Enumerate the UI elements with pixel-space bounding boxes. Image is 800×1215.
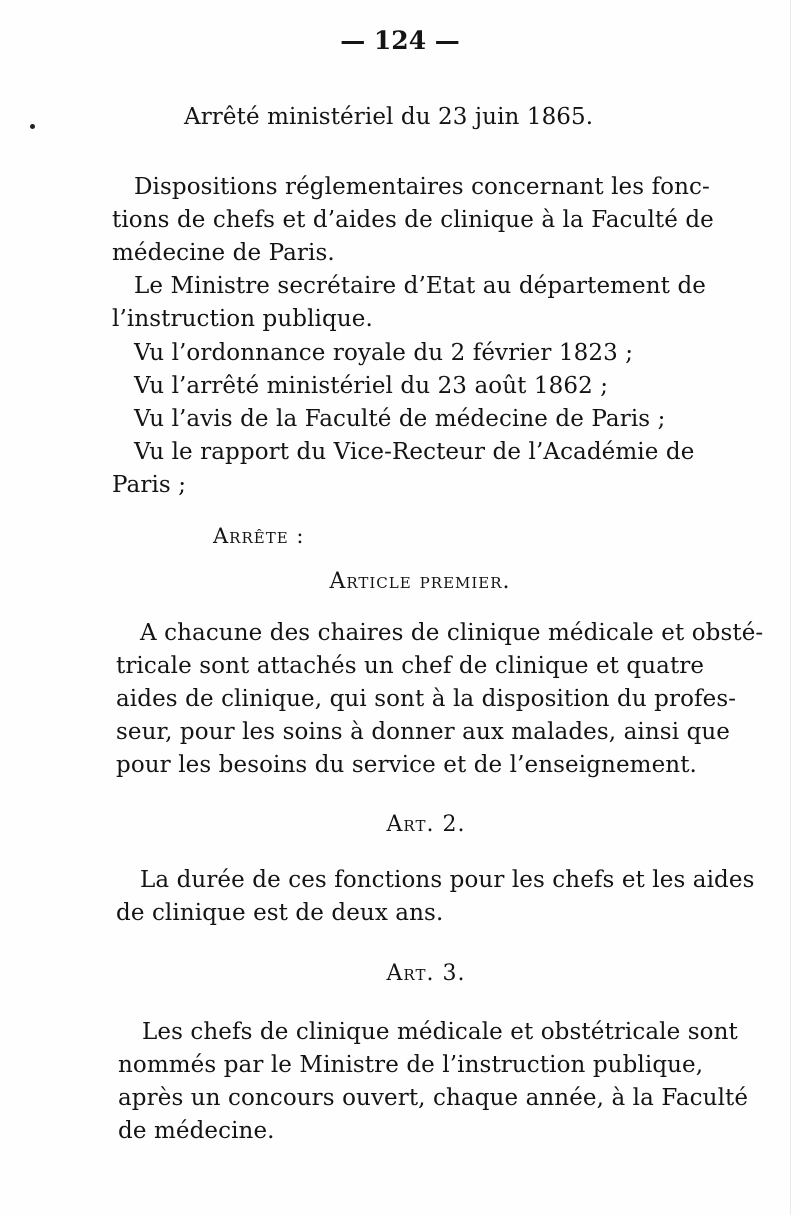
article-premier-text [116, 617, 764, 782]
text-line: Le Ministre secrétaire d’Etat au département de [134, 273, 706, 299]
decree-title: Arrêté ministériel du 23 juin 1865. [184, 104, 594, 130]
arrete-label: Arrête : [213, 524, 305, 548]
text-line: pour les besoins du service et de l’enseignement. [116, 752, 697, 778]
text-line: de clinique est de deux ans. [116, 900, 444, 926]
article-3-heading: Art. 3. [386, 961, 466, 986]
text-line: médecine de Paris. [112, 240, 335, 266]
considerations [112, 337, 742, 502]
text-line: Dispositions réglementaires concernant les fonc- [134, 174, 710, 200]
text-line: La durée de ces fonctions pour les chefs et les aides [140, 867, 755, 893]
text-line: Vu l’ordonnance royale du 2 février 1823 ; [134, 340, 634, 366]
page-number: — 124 — [340, 26, 460, 55]
text-line: de médecine. [118, 1118, 275, 1144]
text-line: aides de clinique, qui sont à la disposition du profes- [116, 686, 737, 712]
article-3-text [118, 1016, 748, 1148]
article-premier-heading: Article premier. [329, 569, 511, 594]
intro-paragraph [112, 171, 742, 336]
text-line: Paris ; [112, 472, 187, 498]
text-line: Vu le rapport du Vice-Recteur de l’Académie de [134, 439, 695, 465]
text-line: tions de chefs et d’aides de clinique à la Faculté de [112, 207, 714, 233]
text-line: nommés par le Ministre de l’instruction publique, [118, 1052, 704, 1078]
text-line: Vu l’arrêté ministériel du 23 août 1862 ; [134, 373, 609, 399]
page-edge [790, 0, 791, 1215]
margin-dot [30, 124, 35, 129]
text-line: après un concours ouvert, chaque année, à la Faculté [118, 1085, 749, 1111]
text-line: Vu l’avis de la Faculté de médecine de Paris ; [134, 406, 666, 432]
text-line: A chacune des chaires de clinique médicale et obsté- [140, 620, 764, 646]
article-2-text [116, 864, 755, 930]
text-line: tricale sont attachés un chef de clinique et quatre [116, 653, 705, 679]
text-line: seur, pour les soins à donner aux malades, ainsi que [116, 719, 731, 745]
article-2-heading: Art. 2. [386, 812, 466, 837]
text-line: l’instruction publique. [112, 306, 373, 332]
text-line: Les chefs de clinique médicale et obstétricale sont [142, 1019, 738, 1045]
